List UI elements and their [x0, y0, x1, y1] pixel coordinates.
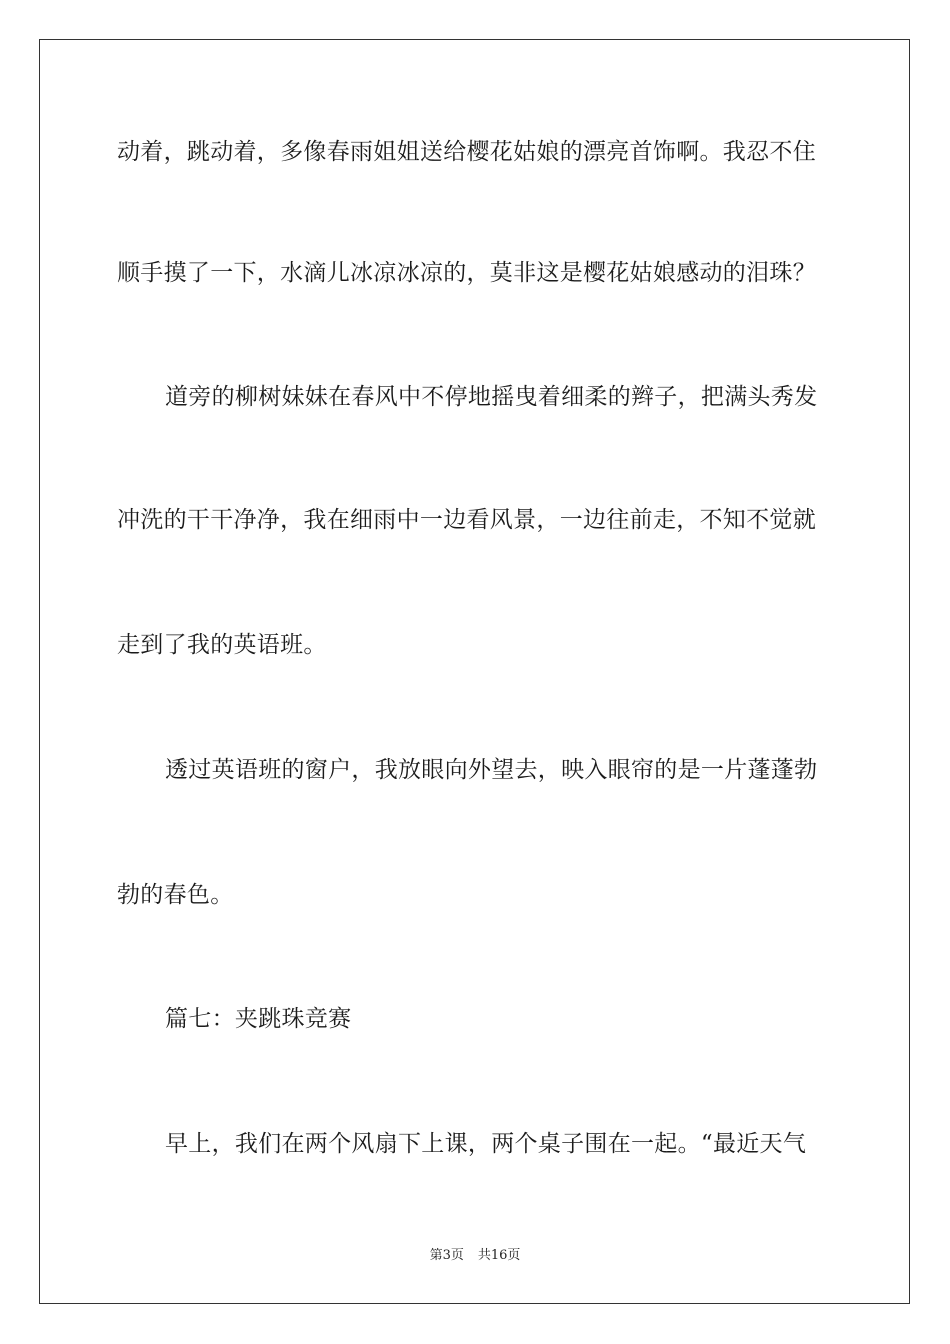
page-border [39, 39, 910, 1304]
text-line-2: 顺手摸了一下，水滴儿冰凉冰凉的，莫非这是樱花姑娘感动的泪珠？ [117, 260, 816, 286]
page-number: 第3页 [429, 1248, 464, 1263]
text-line-9: 早上，我们在两个风扇下上课，两个桌子围在一起。“最近天气 [165, 1131, 807, 1157]
text-line-6: 透过英语班的窗户，我放眼向外望去，映入眼帘的是一片蓬蓬勃 [165, 757, 818, 783]
text-line-5: 走到了我的英语班。 [117, 632, 327, 658]
text-line-1: 动着，跳动着，多像春雨姐姐送给樱花姑娘的漂亮首饰啊。我忍不住 [117, 139, 816, 165]
page-total: 共16页 [477, 1248, 521, 1263]
section-heading: 篇七：夹跳珠竞赛 [165, 1006, 352, 1032]
text-line-4: 冲洗的干干净净，我在细雨中一边看风景，一边往前走，不知不觉就 [117, 507, 816, 533]
text-line-3: 道旁的柳树妹妹在春风中不停地摇曳着细柔的辫子，把满头秀发 [165, 384, 818, 410]
page-footer [0, 1247, 950, 1265]
text-line-7: 勃的春色。 [117, 882, 234, 908]
